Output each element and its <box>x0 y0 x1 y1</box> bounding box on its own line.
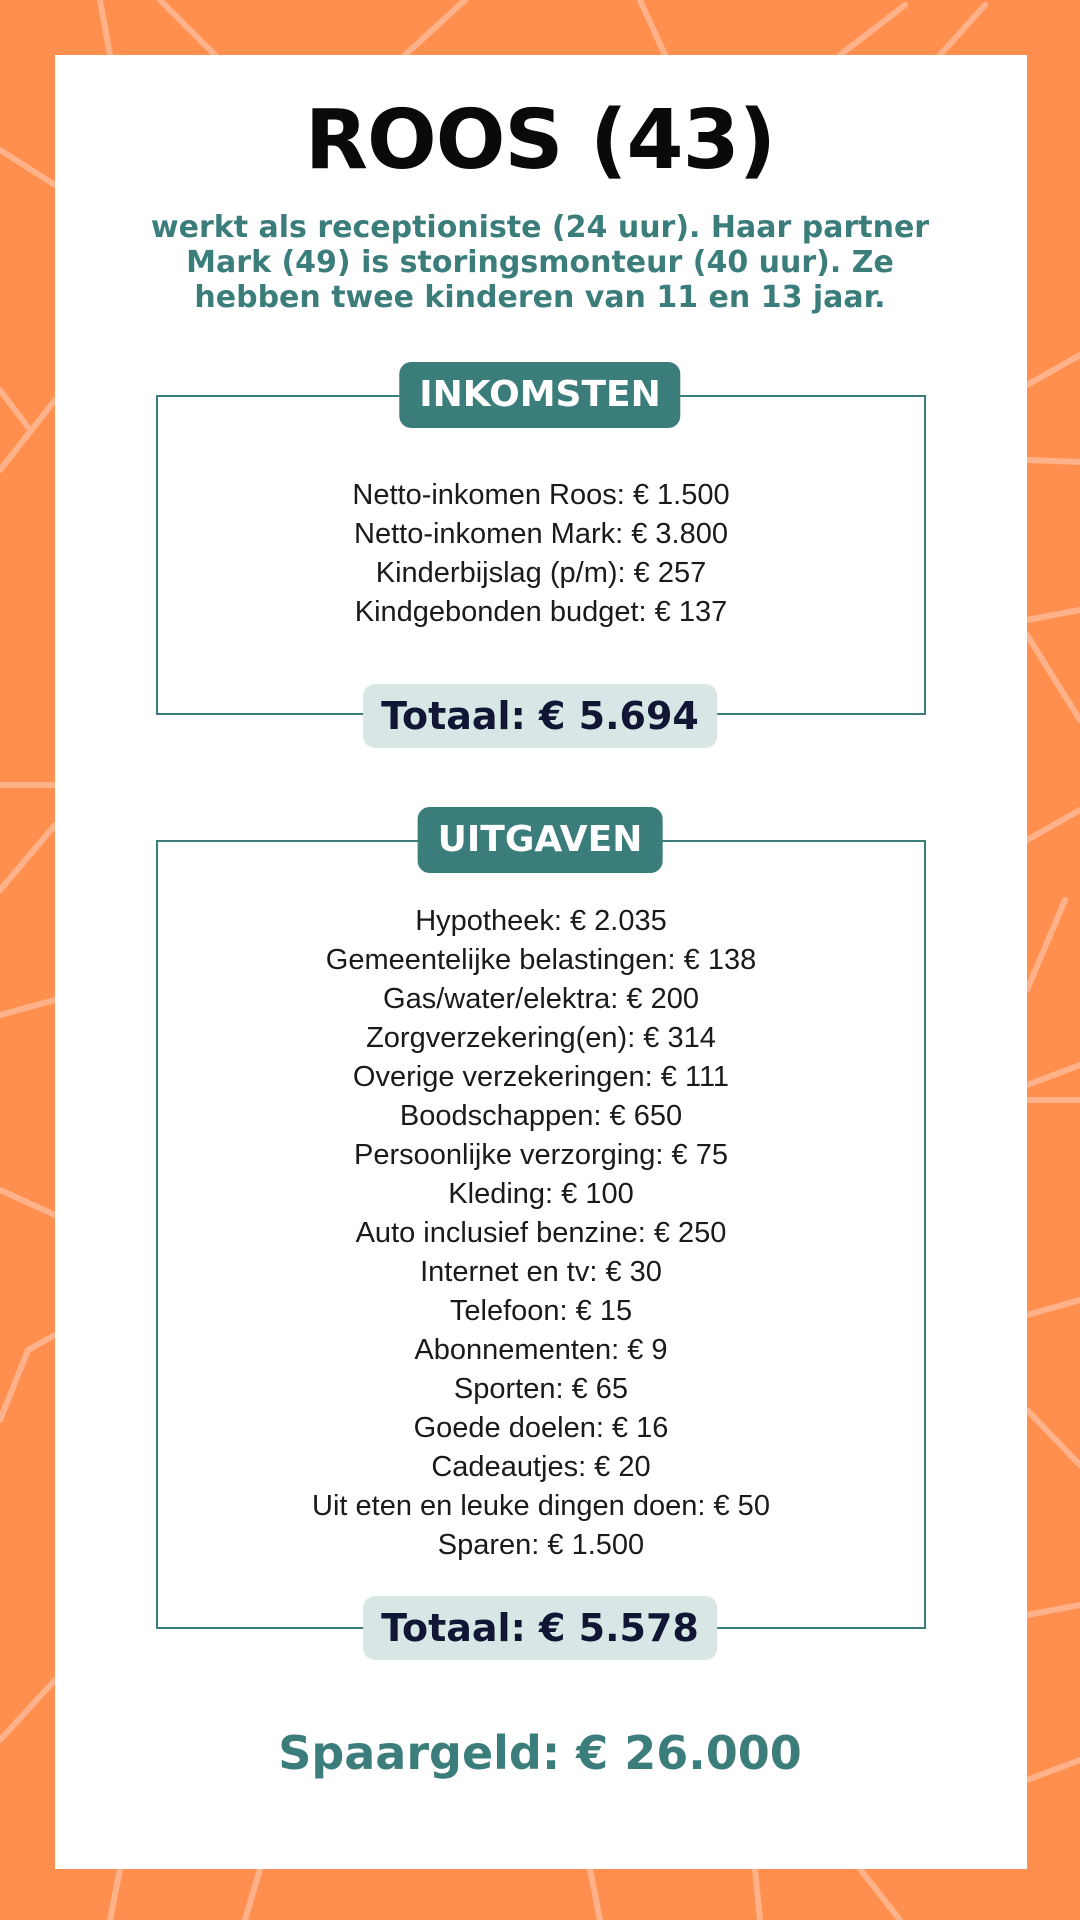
expenses-total: Totaal: € 5.578 <box>363 1596 717 1660</box>
income-item: Kindgebonden budget: € 137 <box>354 596 728 628</box>
expense-item: Hypotheek: € 2.035 <box>415 905 667 937</box>
expense-item: Sporten: € 65 <box>453 1373 629 1405</box>
income-heading: INKOMSTEN <box>399 362 680 428</box>
expense-item: Abonnementen: € 9 <box>414 1334 668 1366</box>
expense-item: Zorgverzekering(en): € 314 <box>366 1022 716 1054</box>
expense-item: Cadeautjes: € 20 <box>431 1451 651 1483</box>
expense-item: Kleding: € 100 <box>448 1178 634 1210</box>
expense-item: Uit eten en leuke dingen doen: € 50 <box>312 1490 770 1522</box>
expense-item: Telefoon: € 15 <box>449 1295 633 1327</box>
expenses-heading: UITGAVEN <box>418 807 663 873</box>
income-item: Netto-inkomen Mark: € 3.800 <box>354 518 728 550</box>
expense-item: Overige verzekeringen: € 111 <box>352 1061 730 1093</box>
expense-item: Sparen: € 1.500 <box>437 1529 645 1561</box>
expense-item: Gemeentelijke belastingen: € 138 <box>325 944 757 976</box>
page-subtitle: werkt als receptioniste (24 uur). Haar partner Mark (49) is storingsmonteur (40 uur). Ze hebben twee kinderen van 11 en 13 jaar. <box>150 210 930 315</box>
expense-item: Goede doelen: € 16 <box>413 1412 669 1444</box>
expense-item: Auto inclusief benzine: € 250 <box>355 1217 727 1249</box>
income-item: Netto-inkomen Roos: € 1.500 <box>352 479 730 511</box>
expenses-list <box>156 902 926 1565</box>
expense-item: Internet en tv: € 30 <box>420 1256 662 1288</box>
savings-amount: Spaargeld: € 26.000 <box>278 1726 802 1780</box>
income-item: Kinderbijslag (p/m): € 257 <box>375 557 707 589</box>
page-title: ROOS (43) <box>304 93 776 188</box>
income-total: Totaal: € 5.694 <box>363 684 717 748</box>
income-list <box>156 476 926 632</box>
expense-item: Persoonlijke verzorging: € 75 <box>354 1139 728 1171</box>
expense-item: Boodschappen: € 650 <box>399 1100 683 1132</box>
expense-item: Gas/water/elektra: € 200 <box>383 983 699 1015</box>
